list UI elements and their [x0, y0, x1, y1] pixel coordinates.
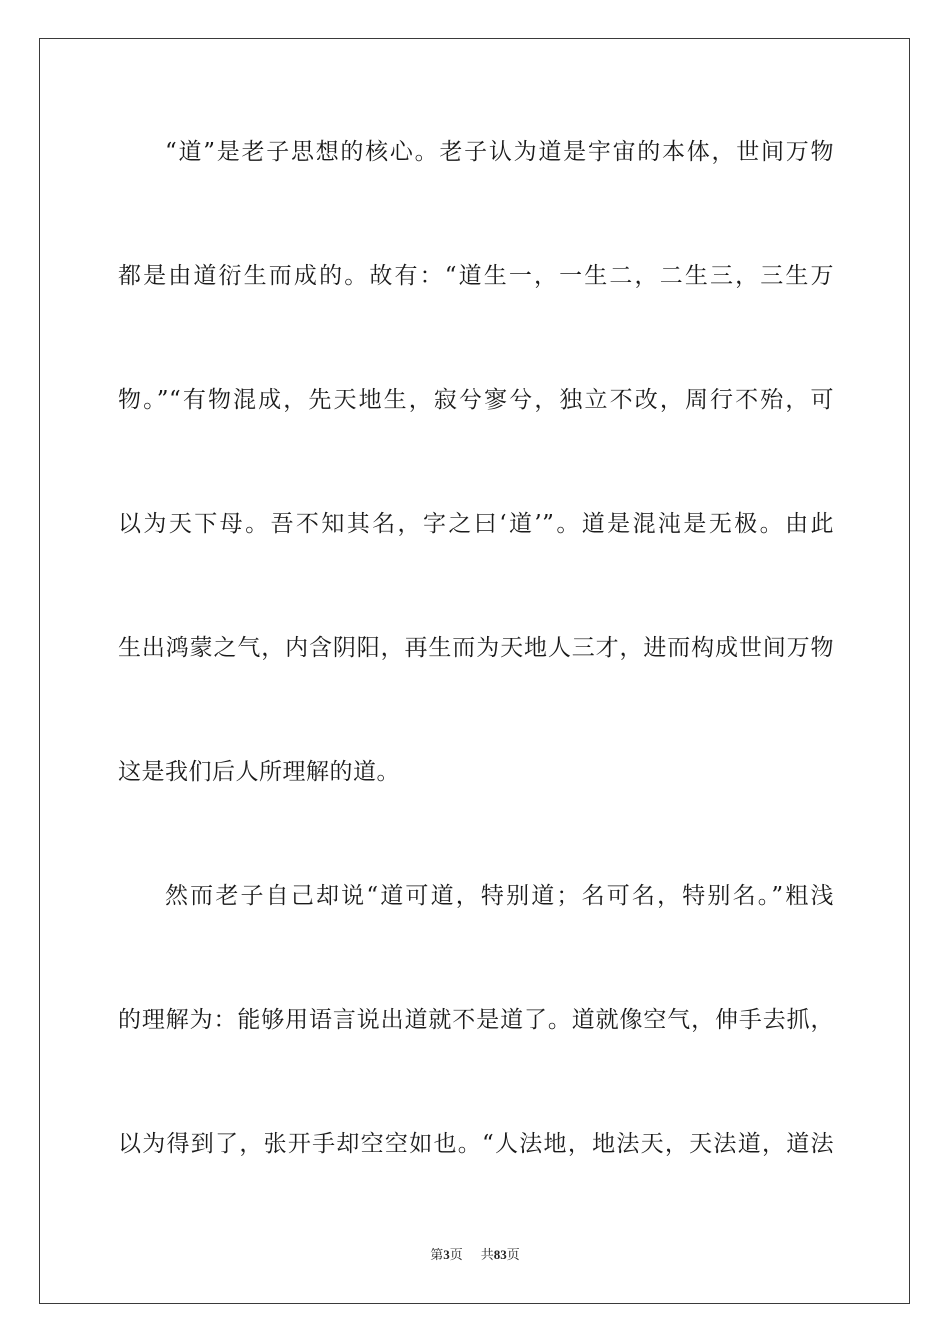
- text-line-3: 物。”“有物混成，先天地生，寂兮寥兮，独立不改，周行不殆，可: [118, 387, 834, 413]
- page-suffix: 页: [449, 1248, 463, 1263]
- text-line-1: “道”是老子思想的核心。老子认为道是宇宙的本体，世间万物: [165, 139, 834, 165]
- text-line-6: 这是我们后人所理解的道。: [118, 759, 400, 785]
- total-suffix: 页: [506, 1248, 520, 1263]
- text-line-8: 的理解为：能够用语言说出道就不是道了。道就像空气，伸手去抓，: [118, 1007, 834, 1033]
- page-border: [39, 38, 910, 1304]
- text-line-2: 都是由道衍生而成的。故有：“道生一，一生二，二生三，三生万: [118, 263, 834, 289]
- text-line-7: 然而老子自己却说“道可道，特别道；名可名，特别名。”粗浅: [165, 883, 834, 909]
- text-line-5: 生出鸿蒙之气，内含阴阳，再生而为天地人三才，进而构成世间万物: [118, 635, 834, 661]
- page-footer: [0, 1246, 950, 1265]
- current-page-number: 3: [443, 1247, 450, 1262]
- text-line-9: 以为得到了，张开手却空空如也。“人法地，地法天，天法道，道法: [118, 1131, 834, 1157]
- page-prefix: 第: [430, 1248, 444, 1263]
- text-line-4: 以为天下母。吾不知其名，字之曰‘道’”。道是混沌是无极。由此: [118, 511, 834, 537]
- total-page-count: 83: [493, 1247, 507, 1262]
- total-prefix: 共: [480, 1248, 494, 1263]
